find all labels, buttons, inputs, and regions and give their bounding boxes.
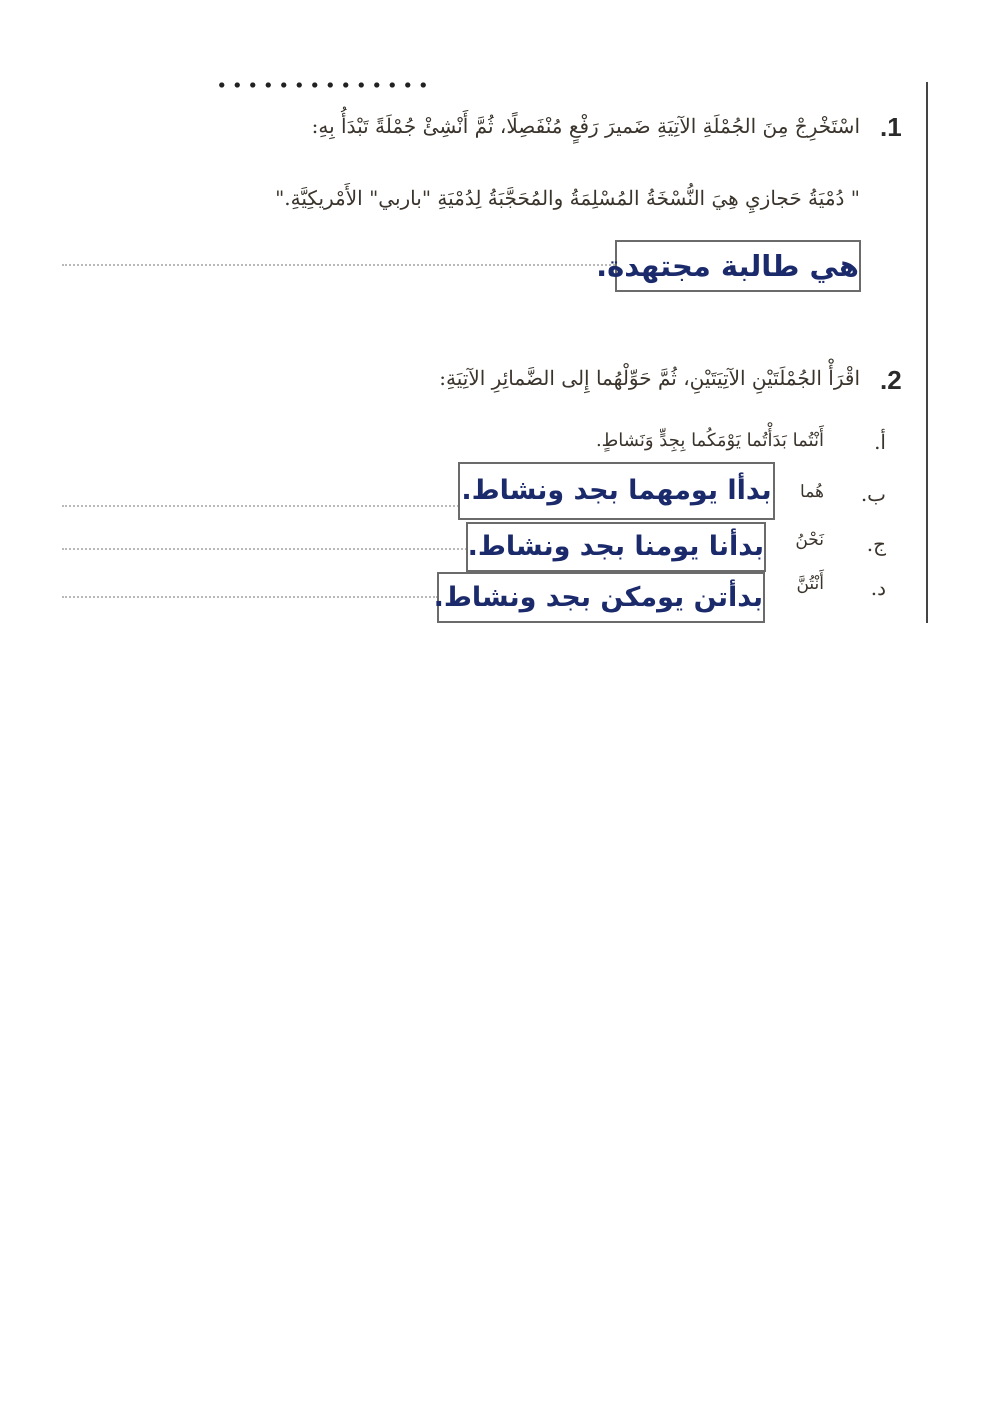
- item-a-letter: أ.: [874, 430, 886, 454]
- item-b-answer[interactable]: بدأا يومهما بجد ونشاط.: [458, 462, 775, 520]
- margin-line: [926, 82, 928, 623]
- answer-line: [62, 264, 618, 266]
- worksheet: [62, 78, 928, 623]
- question-2-instruction: اقْرَأْ الجُمْلَتَيْنِ الآتِيَتَيْنِ، ثُمَّ حَوِّلْهُما إِلى الضَّمائِرِ الآتِيَةِ:: [439, 366, 860, 390]
- item-b-pronoun: هُما: [800, 482, 824, 502]
- item-d-answer[interactable]: بدأتن يومكن بجد ونشاط.: [437, 572, 765, 623]
- answer-line: [62, 505, 459, 507]
- item-c-pronoun: نَحْنُ: [795, 530, 824, 550]
- item-b-letter: ب.: [860, 482, 886, 506]
- question-1-number: .1: [880, 112, 902, 142]
- item-c-answer[interactable]: بدأنا يومنا بجد ونشاط.: [466, 522, 766, 572]
- item-d-pronoun: أَنْتُنَّ: [796, 574, 824, 594]
- item-c-letter: ج.: [866, 532, 886, 556]
- item-d-letter: د.: [870, 576, 886, 600]
- dotted-separator: [214, 78, 432, 92]
- question-1-instruction: اسْتَخْرِجْ مِنَ الجُمْلَةِ الآتِيَةِ ضَميرَ رَفْعٍ مُنْفَصِلًا، ثُمَّ أَنْشِئْ جُمْلَةً تَبْدَأُ بِهِ:: [311, 114, 860, 138]
- item-a-sentence: أَنْتُما بَدَأْتُما يَوْمَكُما بِجِدٍّ وَنَشاطٍ.: [595, 430, 824, 451]
- answer-line: [62, 596, 438, 598]
- answer-line: [62, 548, 467, 550]
- question-2-number: .2: [880, 365, 902, 395]
- question-1-sentence: " دُمْيَةُ حَجازيِ هِيَ النُّسْخَةُ المُسْلِمَةُ والمُحَجَّبَةُ لِدُمْيَةِ "باربي" الأَمْريكِيَّةِ.": [275, 186, 860, 210]
- question-1-answer[interactable]: هي طالبة مجتهدة.: [615, 240, 861, 292]
